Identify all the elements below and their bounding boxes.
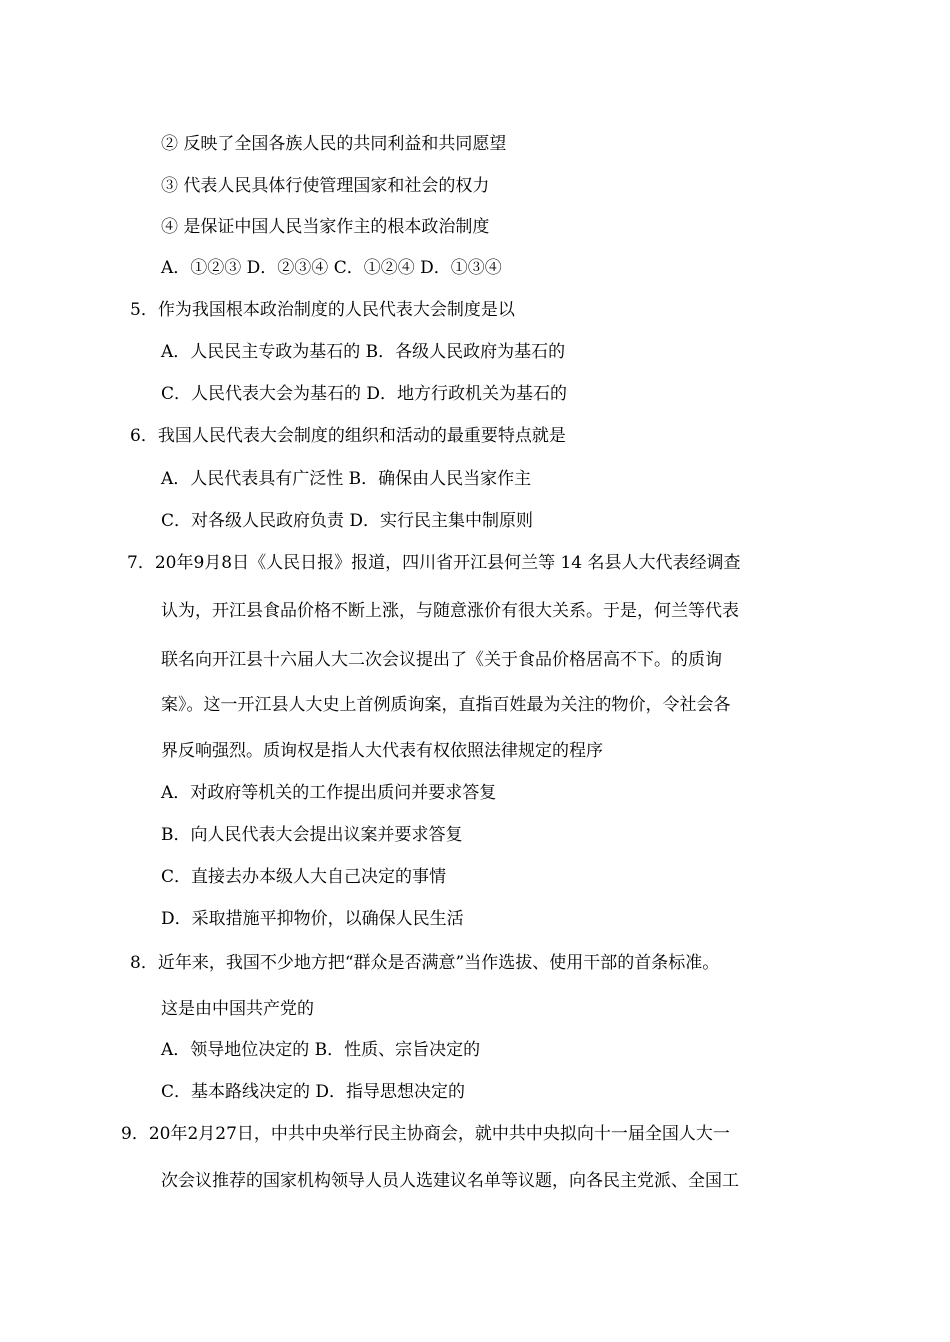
question-5-choices-cd: C．人民代表大会为基石的 D．地方行政机关为基石的 — [161, 384, 568, 404]
question-8: 8．近年来，我国不少地方把“群众是否满意”当作选拔、使用干部的首条标准。 — [130, 953, 720, 973]
question-7-choice-b: B．向人民代表大会提出议案并要求答复 — [161, 825, 463, 845]
option-line-2: ② 反映了全国各族人民的共同利益和共同愿望 — [161, 134, 507, 154]
question-7-choice-a: A．对政府等机关的工作提出质问并要求答复 — [161, 783, 497, 803]
question-7-choice-c: C．直接去办本级人大自己决定的事情 — [161, 867, 447, 887]
question-5: 5．作为我国根本政治制度的人民代表大会制度是以 — [130, 300, 515, 320]
question-7-line-4: 案》。这一开江县人大史上首例质询案，直指百姓最为关注的物价，令社会各 — [161, 695, 731, 715]
question-5-choices-ab: A．人民民主专政为基石的 B．各级人民政府为基石的 — [161, 342, 566, 362]
question-6-choices-cd: C．对各级人民政府负责 D．实行民主集中制原则 — [161, 511, 534, 531]
question-7-line-5: 界反响强烈。质询权是指人大代表有权依照法律规定的程序 — [161, 741, 603, 761]
question-7-line-2: 认为，开江县食品价格不断上涨，与随意涨价有很大关系。于是，何兰等代表 — [161, 601, 739, 621]
question-8-choices-cd: C．基本路线决定的 D．指导思想决定的 — [161, 1082, 466, 1102]
question-7-choice-d: D．采取措施平抑物价，以确保人民生活 — [161, 909, 464, 929]
question-9: 9．20年2月27日，中共中央举行民主协商会，就中共中央拟向十一届全国人大一 — [121, 1124, 730, 1144]
question-8-choices-ab: A．领导地位决定的 B．性质、宗旨决定的 — [161, 1040, 481, 1060]
answer-choices-q4: A．①②③ D．②③④ C．①②④ D．①③④ — [161, 258, 502, 278]
question-9-line-2: 次会议推荐的国家机构领导人员人选建议名单等议题，向各民主党派、全国工 — [161, 1171, 739, 1191]
question-8-line-2: 这是由中国共产党的 — [161, 999, 314, 1019]
option-line-3: ③ 代表人民具体行使管理国家和社会的权力 — [161, 176, 490, 196]
question-6-choices-ab: A．人民代表具有广泛性 B．确保由人民当家作主 — [161, 469, 532, 489]
question-7-line-3: 联名向开江县十六届人大二次会议提出了《关于食品价格居高不下。的质询 — [161, 650, 722, 670]
question-6: 6．我国人民代表大会制度的组织和活动的最重要特点就是 — [130, 426, 566, 446]
question-7: 7．20年9月8日《人民日报》报道，四川省开江县何兰等 14 名县人大代表经调查 — [127, 553, 741, 573]
option-line-4: ④ 是保证中国人民当家作主的根本政治制度 — [161, 217, 490, 237]
